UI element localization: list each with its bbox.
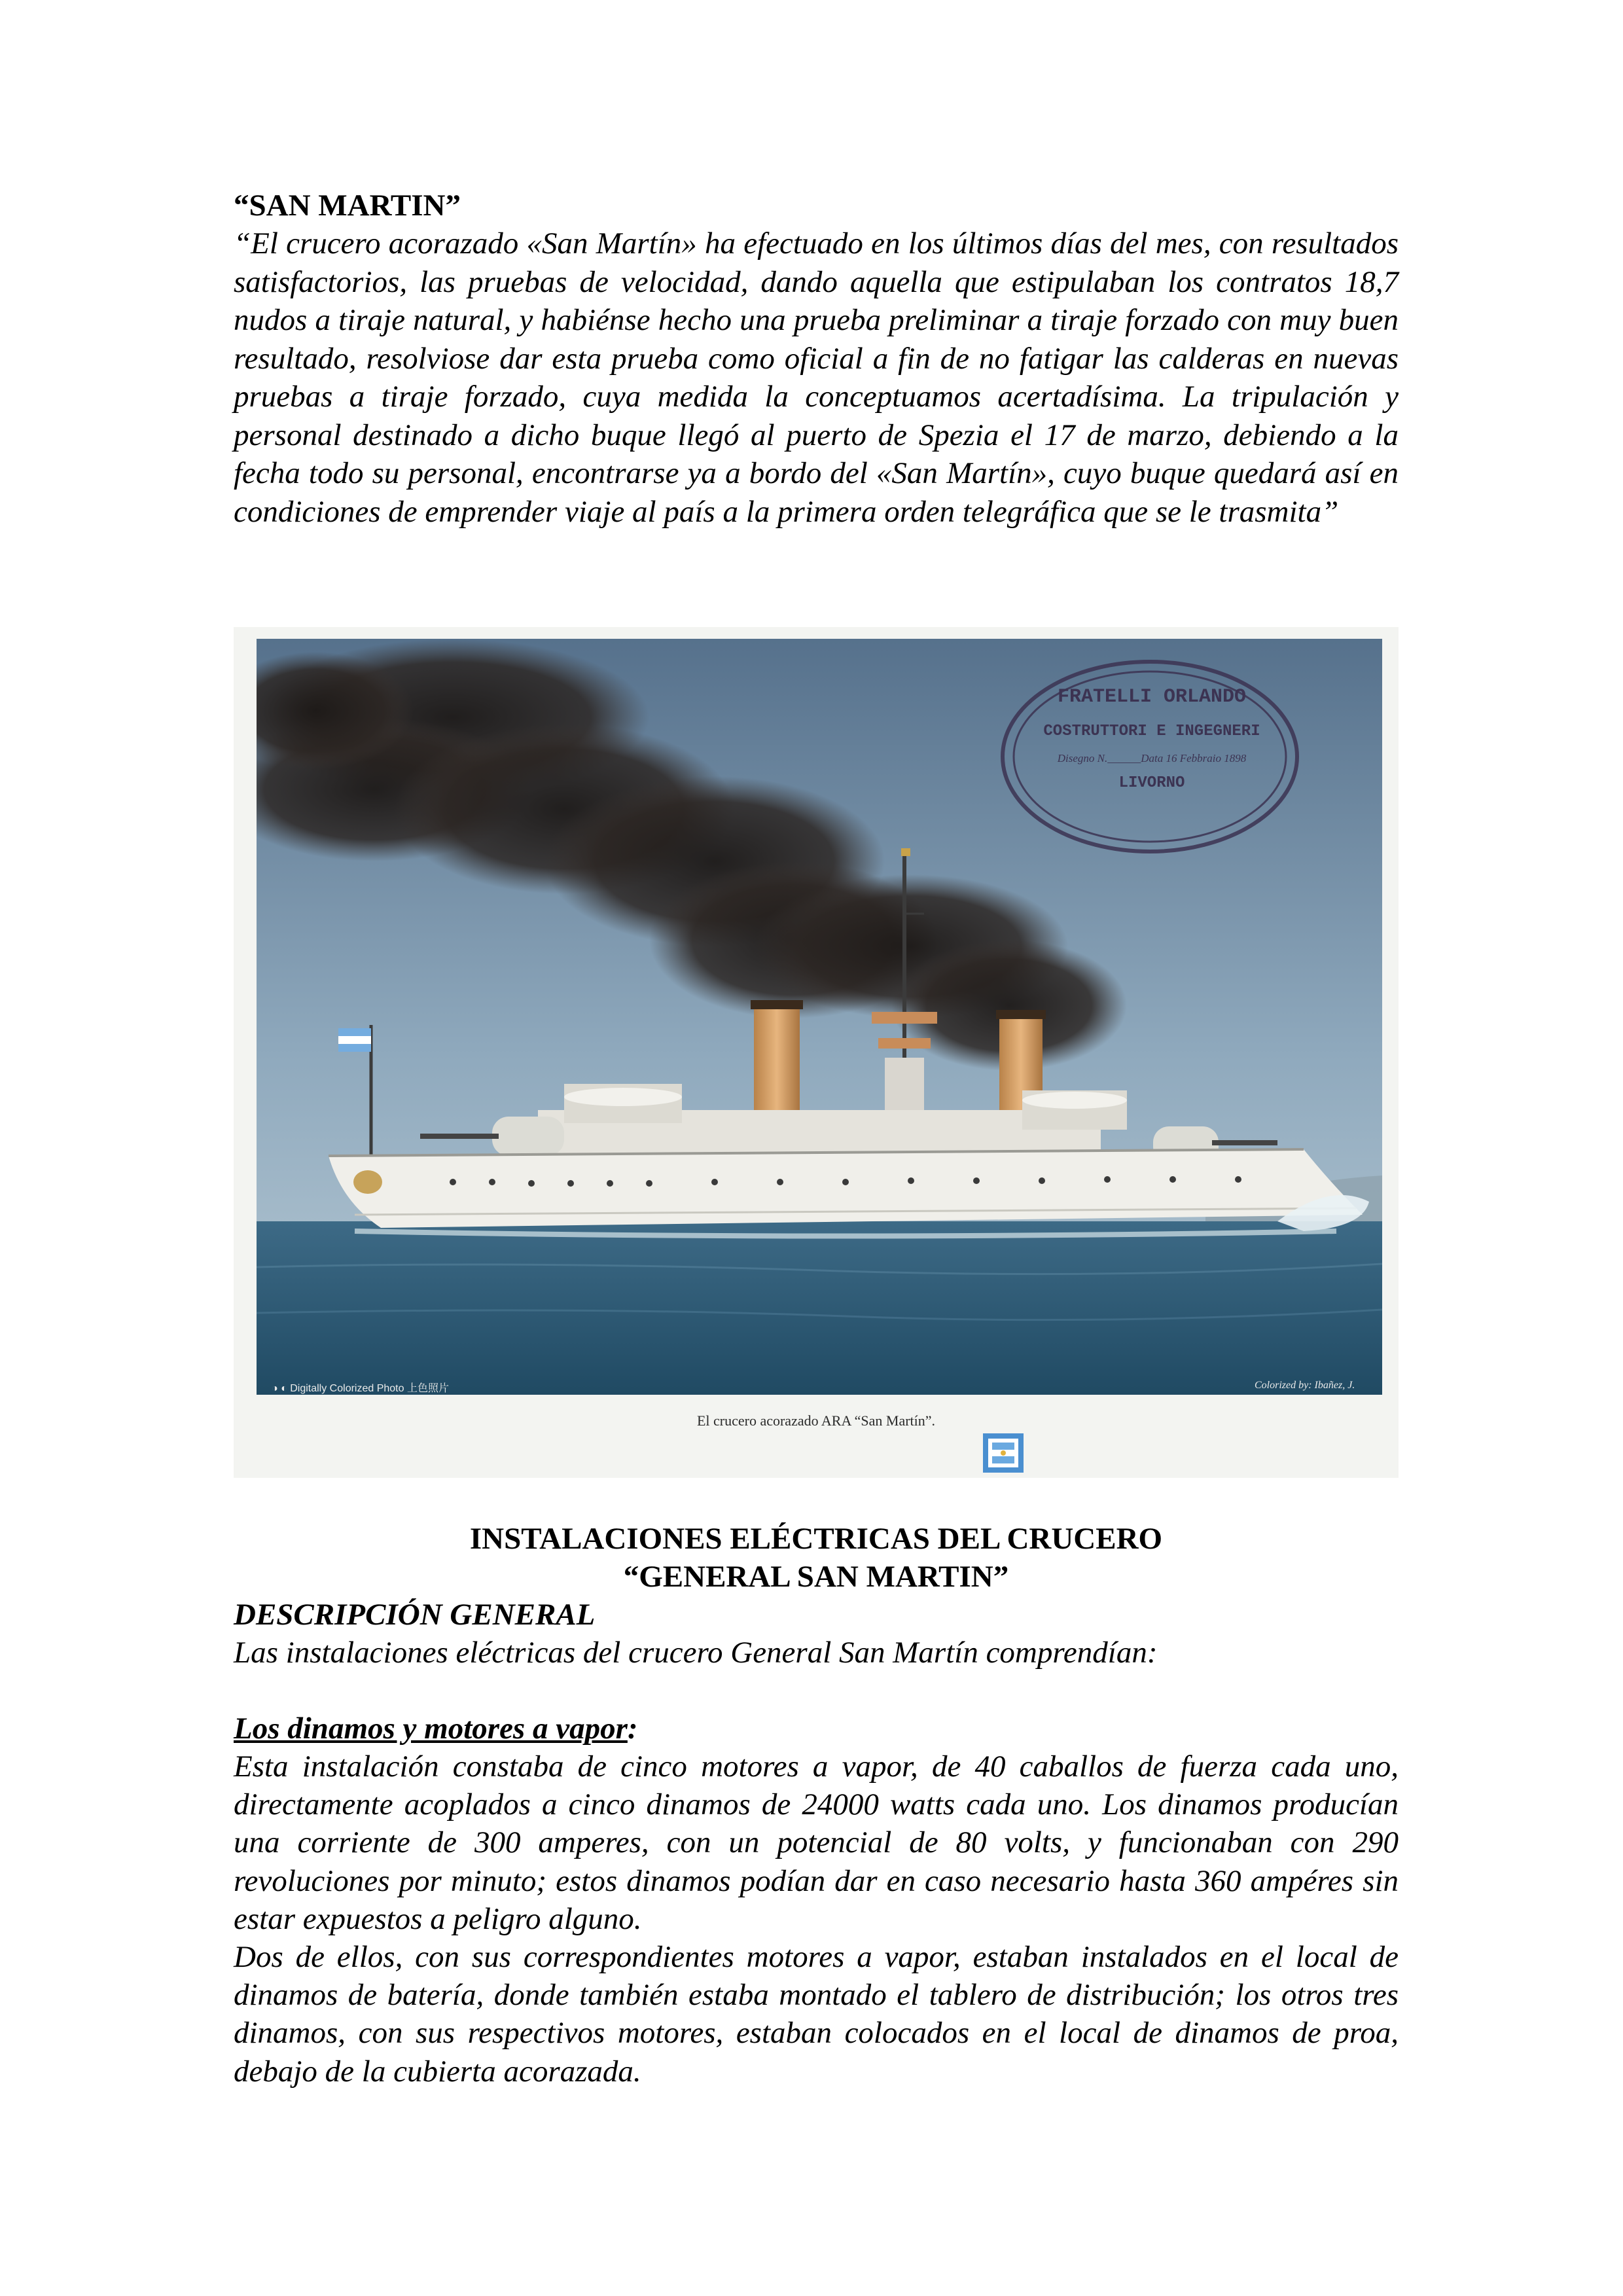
subheading: DESCRIPCIÓN GENERAL	[234, 1598, 596, 1632]
section-title: “SAN MARTIN”	[234, 188, 461, 223]
paragraph-1: Esta instalación constaba de cinco motores a vapor, de 40 caballos de fuerza cada uno, directamente acoplados a cinco dinamos de 24000 watts cada uno. Los dinamos producían una corriente de 300 amperes, con un potencial de 80 volts, y funcionaban con 290 revoluciones por minuto; estos dinamos podían dar en caso necesario hasta 360 ampéres sin estar expuestos a peligro alguno.	[234, 1749, 1399, 1936]
dynamos-heading-text: Los dinamos y motores a vapor	[234, 1712, 628, 1746]
section-heading-line-1: INSTALACIONES ELÉCTRICAS DEL CRUCERO	[469, 1522, 1163, 1556]
stamp-line-3: Disegno N.______Data 16 Febbraio 1898	[1057, 752, 1247, 764]
paragraph-2: Dos de ellos, con sus correspondientes motores a vapor, estaban instalados en el local de dinamos de batería, donde también estaba montado el tablero de distribución; los otros tres dinamos, con sus respectivos motores, estaban colocados en el local de dinamos de proa, debajo de la cubierta acorazada.	[234, 1940, 1399, 2089]
figure	[234, 627, 1399, 1478]
photo-credit-left: ◑ ◐ Digitally Colorized Photo 上色照片	[272, 1383, 449, 1394]
quote-paragraph: “El crucero acorazado «San Martín» ha efectuado en los últimos días del mes, con resultados satisfactorios, las pruebas de velocidad, dando aquella que estipulaban los contratos 18,7 nudos a tiraje natural, y habiénse hecho una prueba preliminar a tiraje forzado con muy buen resultado, resolviose dar esta prueba como oficial a fin de no fatigar las calderas en nuevas pruebas a tiraje forzado, cuya medida la conceptuamos acertadísima. La tripulación y personal destinado a dicho buque llegó al puerto de Spezia el 17 de marzo, debiendo a la fecha todo su personal, encontrarse ya a bordo del «San Martín», cuyo buque quedará así en condiciones de emprender viaje al país a la primera orden telegráfica que se le trasmita”	[234, 226, 1399, 529]
stamp-line-1: FRATELLI ORLANDO	[1057, 686, 1247, 708]
stamp-line-2: COSTRUTTORI E INGEGNERI	[1043, 723, 1260, 740]
section-heading-line-2: “GENERAL SAN MARTIN”	[623, 1560, 1009, 1594]
stamp-text	[1005, 673, 1299, 792]
stamp-line-4: LIVORNO	[1118, 774, 1185, 792]
intro-line: Las instalaciones eléctricas del crucero General San Martín comprendían:	[234, 1636, 1158, 1670]
dynamos-heading-colon: :	[627, 1712, 638, 1746]
dynamos-heading	[234, 1710, 638, 1748]
caption-flag-icon	[983, 1433, 1024, 1473]
stern-flag	[338, 1028, 371, 1052]
photo-credit-right: Colorized by: Ibañez, J.	[1255, 1380, 1355, 1391]
figure-caption: El crucero acorazado ARA “San Martín”.	[696, 1412, 936, 1429]
